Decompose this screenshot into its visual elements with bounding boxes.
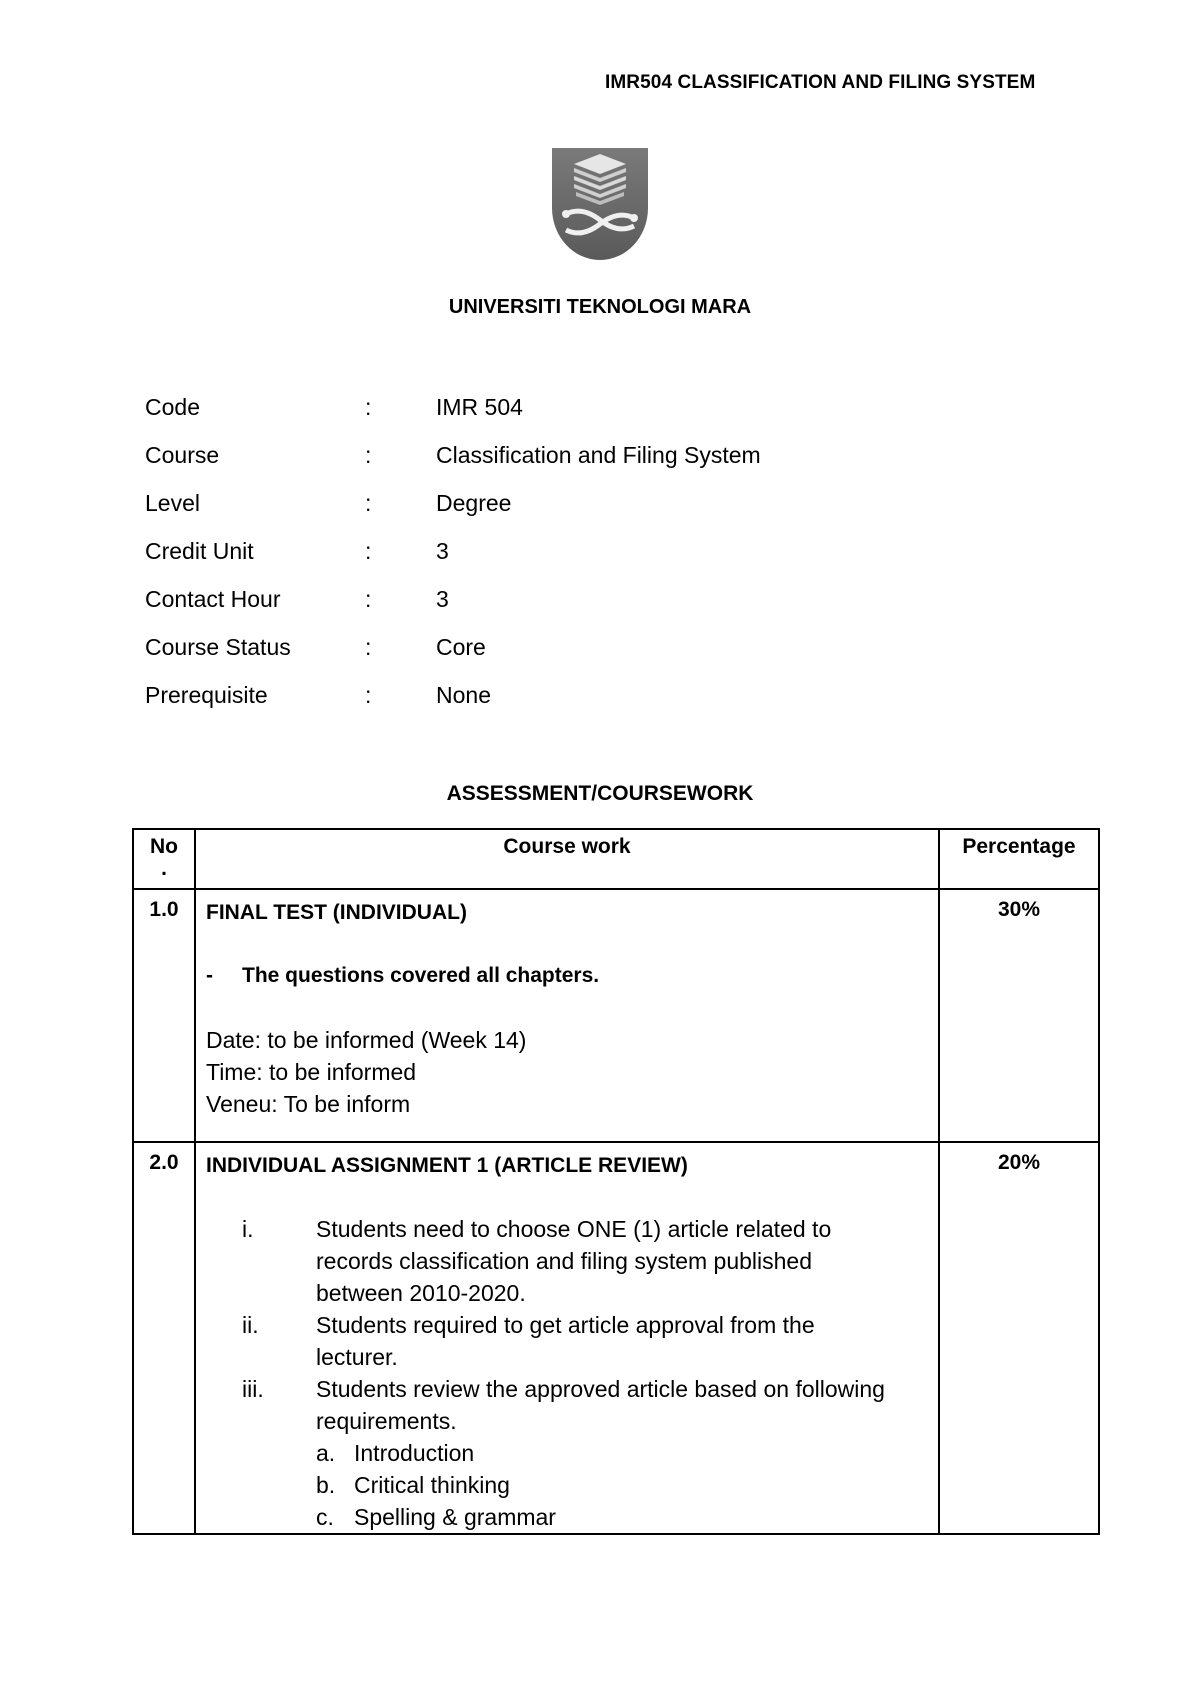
- sub-list-item-text: Introduction: [354, 1440, 475, 1466]
- list-item-line: between 2010-2020.: [316, 1280, 526, 1306]
- row-percentage: 20%: [939, 1142, 1099, 1534]
- row-title: INDIVIDUAL ASSIGNMENT 1 (ARTICLE REVIEW): [206, 1154, 688, 1177]
- detail-value: Classification and Filing System: [436, 442, 761, 468]
- list-item-number: i.: [242, 1216, 254, 1242]
- bullet-text: The questions covered all chapters.: [242, 964, 600, 987]
- detail-value: 3: [436, 538, 449, 564]
- meta-venue: Veneu: To be inform: [206, 1091, 411, 1117]
- table-row: [133, 889, 1099, 1142]
- meta-date: Date: to be informed (Week 14): [206, 1027, 527, 1053]
- bullet-dash: -: [206, 964, 213, 987]
- sub-list-item-letter: b.: [316, 1472, 336, 1498]
- detail-label: Course: [145, 442, 220, 468]
- header-no: No .: [133, 829, 195, 889]
- detail-colon: :: [365, 538, 372, 564]
- detail-value: IMR 504: [436, 394, 523, 420]
- detail-value: Core: [436, 634, 486, 660]
- detail-value: None: [436, 682, 491, 708]
- sub-list-item-letter: a.: [316, 1440, 336, 1466]
- list-item-line: records classification and filing system published: [316, 1248, 813, 1274]
- list-item-line: Students review the approved article based on following: [316, 1376, 885, 1402]
- sub-list-item: [316, 1469, 928, 1501]
- detail-label: Level: [145, 490, 200, 516]
- detail-label: Code: [145, 394, 200, 420]
- row-percentage: 30%: [939, 889, 1099, 1142]
- list-item: [206, 1213, 928, 1309]
- row-course-work: [195, 1142, 939, 1534]
- sub-list-item: [316, 1501, 928, 1533]
- detail-colon: :: [365, 586, 372, 612]
- list-item-line: Students required to get article approval from the: [316, 1312, 815, 1338]
- header-no-dot: .: [161, 857, 167, 880]
- detail-label: Contact Hour: [145, 586, 281, 612]
- list-item: [206, 1373, 928, 1533]
- list-item-line: lecturer.: [316, 1344, 398, 1370]
- meta-time: Time: to be informed: [206, 1059, 417, 1085]
- detail-colon: :: [365, 634, 372, 660]
- header-percentage: Percentage: [939, 829, 1099, 889]
- sub-list-item-text: Critical thinking: [354, 1472, 510, 1498]
- table-row: [133, 1142, 1099, 1534]
- assessment-title: ASSESSMENT/COURSEWORK: [446, 782, 754, 805]
- row-number: 1.0: [133, 889, 195, 1142]
- row-bullet: [206, 962, 928, 990]
- sub-list-item-letter: c.: [316, 1504, 334, 1530]
- detail-colon: :: [365, 394, 372, 420]
- detail-value: 3: [436, 586, 449, 612]
- university-logo: [552, 148, 648, 260]
- sub-list-item-text: Spelling & grammar: [354, 1504, 556, 1530]
- row-course-work: [195, 889, 939, 1142]
- requirement-list: [206, 1213, 928, 1533]
- list-item-number: ii.: [242, 1312, 259, 1338]
- list-item: [206, 1309, 928, 1373]
- detail-colon: :: [365, 682, 372, 708]
- detail-label: Course Status: [145, 634, 291, 660]
- list-item-line: requirements.: [316, 1408, 457, 1434]
- sub-list-item: [316, 1437, 928, 1469]
- row-number: 2.0: [133, 1142, 195, 1534]
- row-title: FINAL TEST (INDIVIDUAL): [206, 901, 467, 924]
- university-name: UNIVERSITI TEKNOLOGI MARA: [448, 296, 752, 318]
- detail-label: Credit Unit: [145, 538, 254, 564]
- list-item-number: iii.: [242, 1376, 264, 1402]
- detail-colon: :: [365, 442, 372, 468]
- detail-label: Prerequisite: [145, 682, 268, 708]
- header-course-work: Course work: [195, 829, 939, 889]
- detail-colon: :: [365, 490, 372, 516]
- detail-value: Degree: [436, 490, 512, 516]
- table-header-row: [133, 829, 1099, 889]
- list-item-line: Students need to choose ONE (1) article related to: [316, 1216, 832, 1242]
- coursework-table: [132, 828, 1100, 1535]
- row-meta: [206, 1024, 928, 1120]
- document-header-title: IMR504 CLASSIFICATION AND FILING SYSTEM: [605, 72, 1036, 93]
